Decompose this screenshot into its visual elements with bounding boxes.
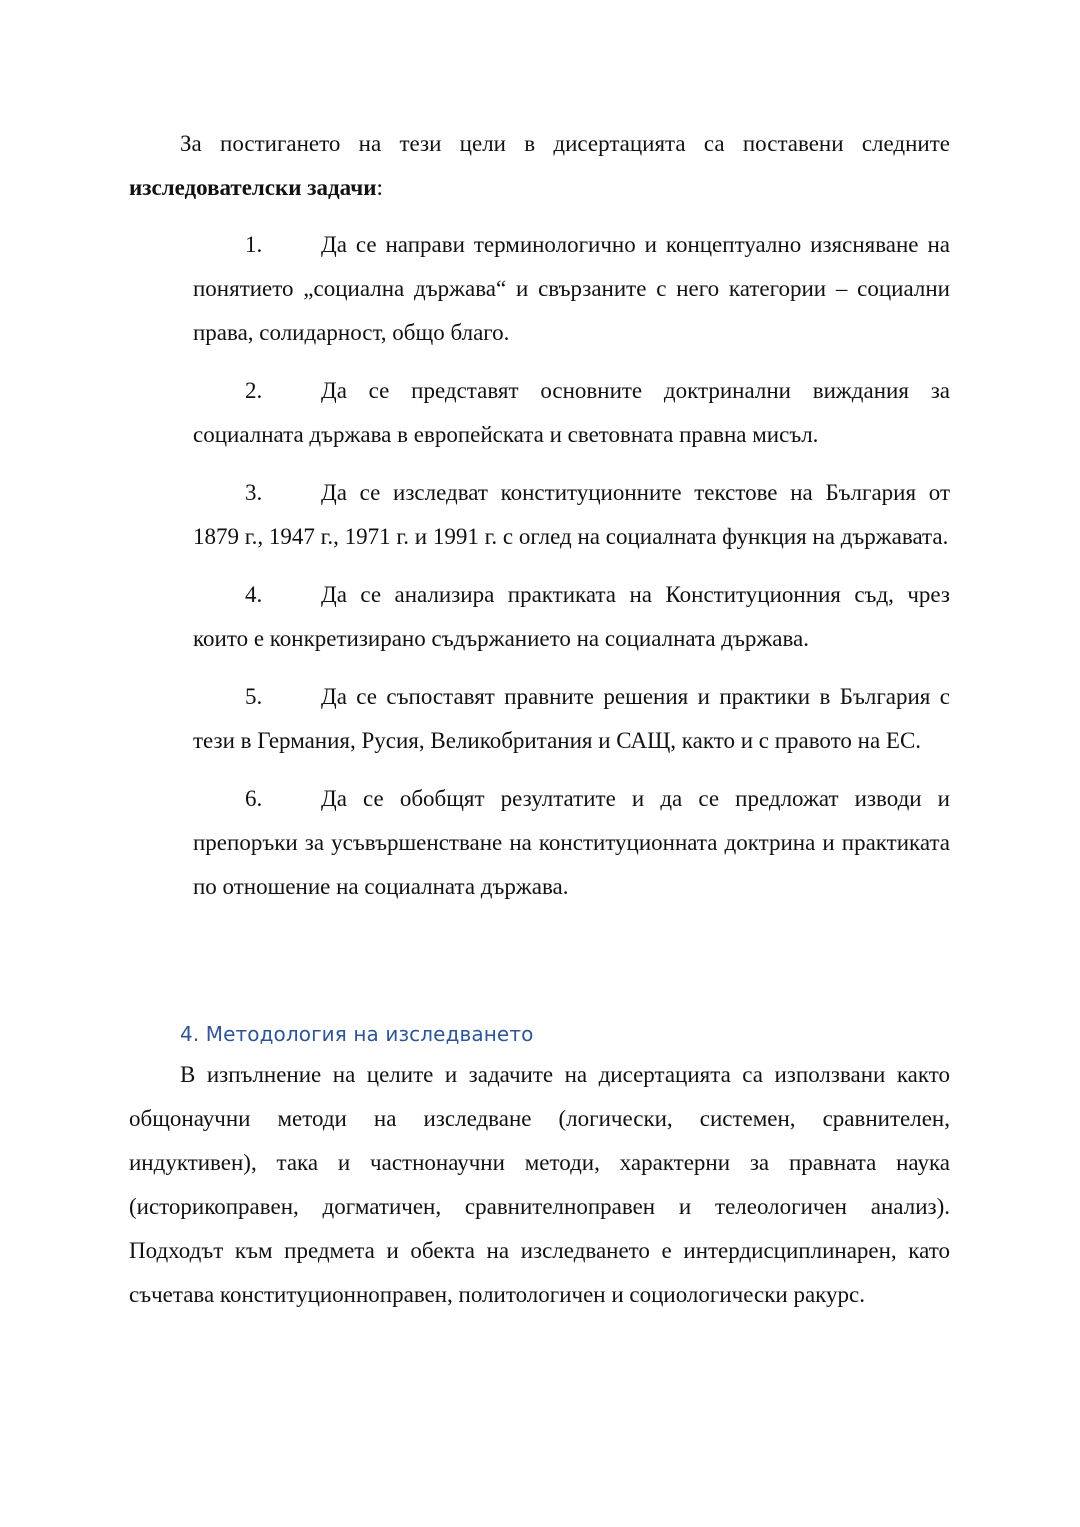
list-item-number: 1. <box>245 232 263 257</box>
intro-paragraph <box>129 122 950 210</box>
list-item-number: 3. <box>245 480 263 505</box>
list-item <box>193 223 950 355</box>
list-item-number: 2. <box>245 378 263 403</box>
section-heading: 4. Методология на изследването <box>180 1022 534 1046</box>
intro-text: За постигането на тези цели в дисертацията са поставени следните <box>180 131 950 156</box>
list-item-text: Да се направи терминологично и концептуално изясняване на понятието „социална държава“ и свързаните с него категории – социални права, солидарност, общо благо. <box>193 232 950 345</box>
list-item-text: Да се анализира практиката на Конституционния съд, чрез които е конкретизирано съдържанието на социалната държава. <box>193 582 950 651</box>
list-item-number: 6. <box>245 786 263 811</box>
intro-colon: : <box>376 175 383 200</box>
list-item <box>193 675 950 763</box>
research-tasks-list <box>193 223 950 923</box>
list-item <box>193 471 950 559</box>
intro-bold-term: изследователски задачи <box>129 175 377 200</box>
methodology-paragraph: В изпълнение на целите и задачите на дисертацията са използвани както общонаучни методи на изследване (логически, системен, сравнителен, индуктивен), така и частнонаучни методи, характерни за правната наука (историкоправен, догматичен, сравнителноправен и телеологичен анализ). Подходът към предмета и обекта на изследването е интердисциплинарен, като съчетава конституционноправен, политологичен и социологически ракурс. <box>129 1062 950 1307</box>
list-item-text: Да се изследват конституционните текстове на България от 1879 г., 1947 г., 1971 г. и 1991 г. с оглед на социалната функция на държавата. <box>193 480 950 549</box>
list-item <box>193 777 950 909</box>
list-item <box>193 573 950 661</box>
list-item-number: 4. <box>245 582 263 607</box>
list-item <box>193 369 950 457</box>
list-item-text: Да се представят основните доктринални виждания за социалната държава в европейската и световната правна мисъл. <box>193 378 950 447</box>
list-item-number: 5. <box>245 684 263 709</box>
list-item-text: Да се съпоставят правните решения и практики в България с тези в Германия, Русия, Великобритания и САЩ, както и с правото на ЕС. <box>193 684 950 753</box>
list-item-text: Да се обобщят резултатите и да се предложат изводи и препоръки за усъвършенстване на конституционната доктрина и практиката по отношение на социалната държава. <box>193 786 950 899</box>
